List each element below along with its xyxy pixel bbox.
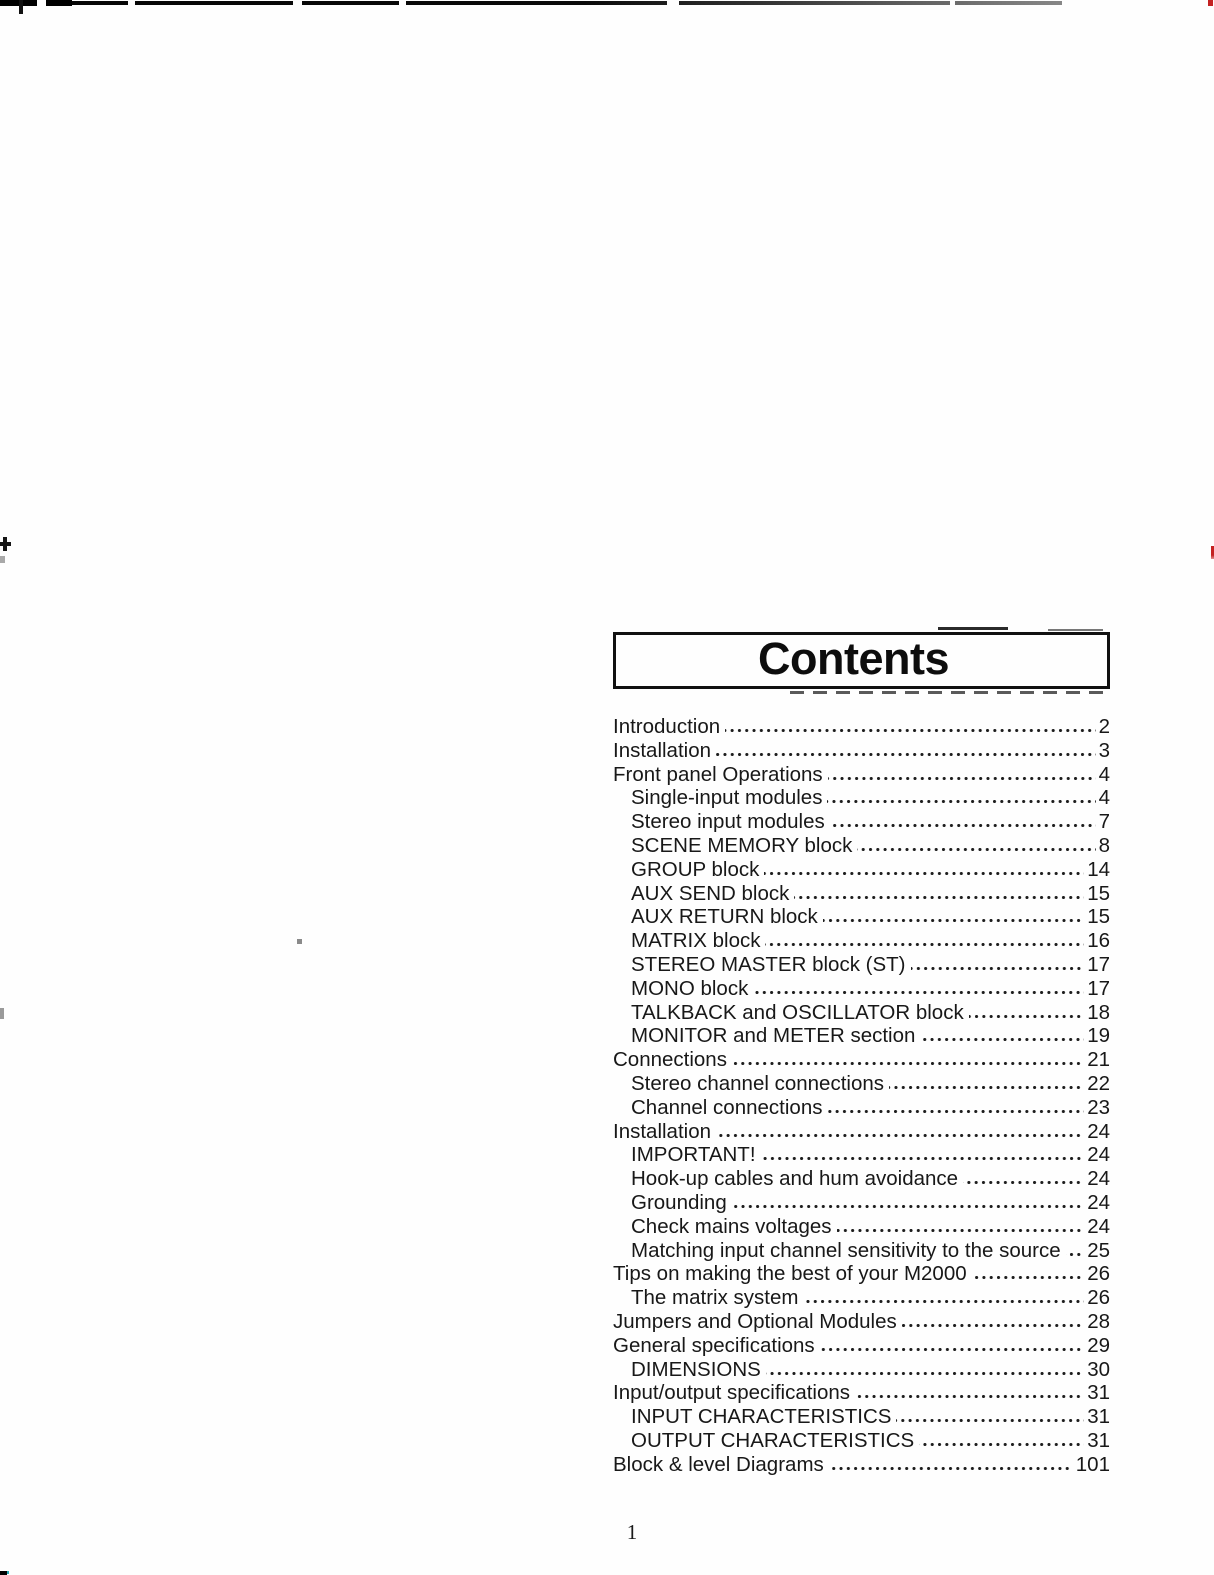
scan-artifact-corner-mark [0,1571,7,1575]
dot-leader [794,896,1084,899]
toc-entry-label: AUX SEND block [631,881,790,905]
toc-entry-label: Stereo channel connections [631,1071,885,1095]
scan-artifact-red-mark [1208,0,1213,6]
toc-entry-page-number: 24 [1087,1190,1110,1214]
dot-leader [827,800,1095,803]
dot-leader [716,1134,1084,1137]
scan-artifact-gap [399,1,406,6]
toc-entry-label: General specifications [613,1333,815,1357]
dot-leader [828,777,1096,780]
toc-entry-page-number: 15 [1087,905,1110,929]
toc-entry-page-number: 31 [1087,1428,1110,1452]
scan-artifact-box-dash [938,627,1008,630]
toc-entry-page-number: 31 [1087,1381,1110,1405]
toc-entry-label: SCENE MEMORY block [631,833,853,857]
toc-entry-page-number: 21 [1087,1048,1110,1072]
scan-artifact-top-bar-left [0,0,72,6]
scan-artifact-top-bar [0,1,1062,5]
toc-entry-label: OUTPUT CHARACTERISTICS [631,1428,915,1452]
dot-leader [761,1157,1085,1160]
toc-row [613,1167,1110,1191]
toc-row [613,1286,1110,1310]
toc-entry-page-number: 28 [1087,1309,1110,1333]
dot-leader [732,1205,1084,1208]
toc-entry-label: Installation [613,738,712,762]
dot-leader [902,1324,1084,1327]
dot-leader [837,1229,1085,1232]
toc-row [613,1334,1110,1358]
dot-leader [820,1348,1085,1351]
toc-entry-label: AUX RETURN block [631,905,818,929]
toc-entry-label: Front panel Operations [613,762,823,786]
dot-leader [803,1300,1084,1303]
toc-row [613,953,1110,977]
toc-entry-page-number: 18 [1087,1000,1110,1024]
toc-row [613,977,1110,1001]
toc-entry-page-number: 16 [1087,929,1110,953]
toc-entry-label: Check mains voltages [631,1214,832,1238]
dot-leader [855,1395,1084,1398]
toc-row [613,1143,1110,1167]
toc-entry-label: Single-input modules [631,786,823,810]
page-title: Contents [758,632,949,684]
toc-entry-label: INPUT CHARACTERISTICS [631,1405,892,1429]
scan-artifact-corner-mark [7,1571,9,1574]
toc-entry-label: Channel connections [631,1095,823,1119]
toc-entry-page-number: 4 [1098,786,1110,810]
scan-artifact-gap [128,1,135,6]
dot-leader [830,824,1096,827]
toc-entry-label: GROUP block [631,857,760,881]
scan-artifact-left-edge-mark [3,537,7,551]
scan-artifact-gap [293,1,302,6]
page-number: 1 [626,1520,638,1544]
toc-entry-label: Introduction [613,715,721,738]
toc-row [613,1024,1110,1048]
dot-leader [919,1443,1084,1446]
toc-entry-label: Grounding [631,1190,727,1214]
dot-leader [716,753,1096,756]
toc-entry-page-number: 24 [1087,1119,1110,1143]
dot-leader [920,1038,1084,1041]
scan-artifact-box-dash [1048,629,1103,631]
dot-leader [823,919,1084,922]
toc-entry-label: TALKBACK and OSCILLATOR block [631,1000,964,1024]
toc-entry-label: Tips on making the best of your M2000 [613,1262,967,1286]
toc-entry-label: The matrix system [631,1286,799,1310]
scan-artifact-left-edge-mark [0,1008,4,1019]
dot-leader [753,991,1084,994]
dot-leader [963,1181,1084,1184]
contents-title-box [613,632,1110,689]
toc-row [613,1239,1110,1263]
toc-entry-page-number: 4 [1098,762,1110,786]
toc-entry-page-number: 24 [1087,1167,1110,1191]
toc-entry-page-number: 8 [1098,833,1110,857]
toc-entry-page-number: 22 [1087,1071,1110,1095]
toc-row [613,810,1110,834]
toc-row [613,858,1110,882]
dot-leader [911,967,1085,970]
dot-leader [896,1419,1084,1422]
toc-entry-page-number: 15 [1087,881,1110,905]
dot-leader [969,1015,1084,1018]
toc-entry-page-number: 25 [1087,1238,1110,1262]
dot-leader [827,1110,1084,1113]
toc-entry-page-number: 3 [1098,738,1110,762]
toc-row [613,1405,1110,1429]
toc-entry-page-number: 2 [1098,715,1110,738]
toc-entry-label: MONITOR and METER section [631,1024,916,1048]
scan-artifact-box-dash [790,691,1107,694]
toc-row [613,1120,1110,1144]
toc-entry-label: Stereo input modules [631,810,825,834]
dot-leader [889,1086,1084,1089]
dot-leader [725,729,1095,732]
toc-entry-label: Installation [613,1119,712,1143]
toc-row [613,1191,1110,1215]
toc-row [613,1048,1110,1072]
toc-entry-page-number: 24 [1087,1214,1110,1238]
dot-leader [1066,1253,1085,1256]
toc-entry-page-number: 23 [1087,1095,1110,1119]
toc-row [613,1381,1110,1405]
toc-entry-label: Matching input channel sensitivity to the source [631,1238,1061,1262]
toc-entry-page-number: 24 [1087,1143,1110,1167]
toc-entry-page-number: 101 [1075,1452,1110,1476]
toc-entry-label: Hook-up cables and hum avoidance [631,1167,959,1191]
toc-entry-label: Connections [613,1048,727,1072]
dot-leader [732,1062,1084,1065]
toc-entry-page-number: 30 [1087,1357,1110,1381]
toc-row [613,1358,1110,1382]
toc-entry-label: Input/output specifications [613,1381,851,1405]
toc-entry-page-number: 26 [1087,1262,1110,1286]
toc-row [613,739,1110,763]
toc-row [613,1001,1110,1025]
toc-row [613,1429,1110,1453]
toc-row [613,1310,1110,1334]
toc-row [613,1453,1110,1477]
scan-artifact-gap [667,1,679,6]
toc-entry-page-number: 7 [1098,810,1110,834]
toc-entry-page-number: 31 [1087,1405,1110,1429]
toc-entry-label: Jumpers and Optional Modules [613,1309,897,1333]
toc-entry-page-number: 17 [1087,976,1110,1000]
dot-leader [766,1372,1084,1375]
toc-row [613,1072,1110,1096]
toc-row [613,882,1110,906]
toc-entry-label: MATRIX block [631,929,761,953]
table-of-contents [613,715,1110,1477]
toc-row [613,834,1110,858]
scan-artifact-gap [950,1,955,6]
toc-row [613,905,1110,929]
toc-row [613,763,1110,787]
scan-artifact-left-edge-mark [0,556,5,563]
toc-entry-page-number: 19 [1087,1024,1110,1048]
toc-entry-label: Block & level Diagrams [613,1452,824,1476]
toc-entry-page-number: 14 [1087,857,1110,881]
toc-entry-label: MONO block [631,976,749,1000]
toc-row [613,1262,1110,1286]
toc-entry-label: STEREO MASTER block (ST) [631,952,906,976]
scan-artifact-gap [37,0,46,7]
toc-row [613,929,1110,953]
scan-artifact-speck [297,939,302,944]
toc-entry-label: IMPORTANT! [631,1143,756,1167]
toc-row [613,786,1110,810]
dot-leader [829,1467,1073,1470]
dot-leader [765,943,1084,946]
dot-leader [764,872,1084,875]
toc-entry-label: DIMENSIONS [631,1357,761,1381]
toc-entry-page-number: 29 [1087,1333,1110,1357]
toc-row [613,1215,1110,1239]
toc-entry-page-number: 17 [1087,952,1110,976]
dot-leader [857,848,1095,851]
dot-leader [972,1276,1085,1279]
toc-entry-page-number: 26 [1087,1286,1110,1310]
toc-row [613,715,1110,739]
toc-row [613,1096,1110,1120]
scan-artifact-top-tick [19,0,23,14]
